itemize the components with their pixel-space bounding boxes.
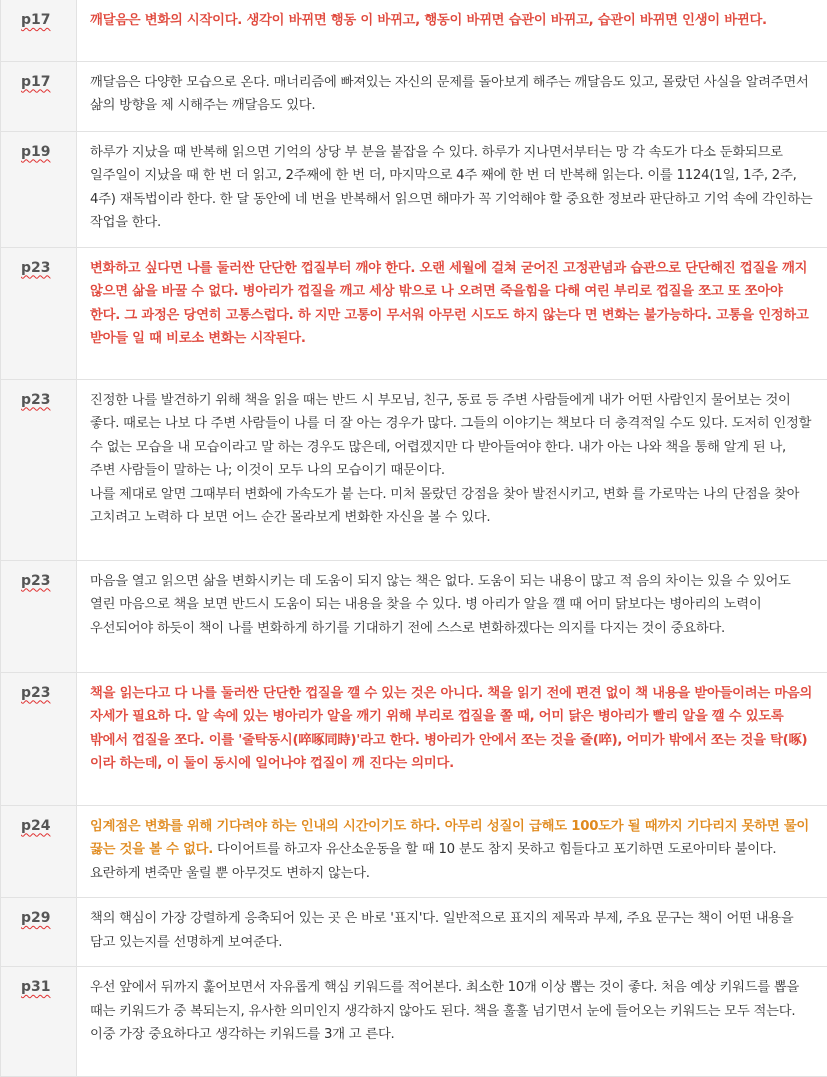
page-number: p23 (21, 573, 51, 589)
table-row (1, 967, 827, 1077)
note-paragraph: 하루가 지났을 때 반복해 읽으면 기억의 상당 부 분을 붙잡을 수 있다. 하루가 지나면서부터는 망 각 속도가 다소 둔화되므로 일주일이 지났을 때 한 번 더 읽고, 2주째에 한 번 더, 마지막으로 4주 째에 한 번 더 반복해 읽는다. 이를 1124(1일, 1주, 2주, 4주) 재독법이라 한다. 한 달 동안에 네 번을 반복해서 읽으면 해마가 꼭 기억해야 할 중요한 정보라 판단하고 기억 속에 각인하는 작업을 한다. (90, 141, 813, 235)
page-number-cell (1, 805, 77, 898)
page-number-cell (1, 967, 77, 1077)
note-paragraph-mixed (90, 815, 813, 886)
table-row (1, 898, 827, 967)
page-number-cell (1, 61, 77, 131)
note-paragraph: 변화하고 싶다면 나를 둘러싼 단단한 껍질부터 깨야 한다. 오랜 세월에 걸쳐 굳어진 고정관념과 습관으로 단단해진 껍질을 깨지 않으면 삶을 바꿀 수 없다. 병아리가 껍질을 깨고 세상 밖으로 나 오려면 죽을힘을 다해 여린 부리로 껍질을 쪼고 또 쪼아야 한다. 그 과정은 당연히 고통스럽다. 하 지만 고통이 무서워 아무런 시도도 하지 않는다 면 변화는 불가능하다. 고통을 인정하고 받아들 일 때 비로소 변화는 시작된다. (90, 257, 813, 351)
note-text-cell (77, 672, 827, 805)
note-paragraph: 깨달음은 변화의 시작이다. 생각이 바뀌면 행동 이 바뀌고, 행동이 바뀌면 습관이 바뀌고, 습관이 바뀌면 인생이 바뀐다. (90, 9, 813, 33)
note-text-cell (77, 61, 827, 131)
highlight-sentence: 임계점은 변화를 위해 기다려야 하는 인내의 시간이기도 하다. 아무리 성질이 급해도 100도가 될 때까지 기다리지 못하면 물이 끓는 것을 볼 수 없다. (90, 819, 809, 858)
page-number-cell (1, 672, 77, 805)
note-text-cell (77, 0, 827, 61)
note-paragraph: 깨달음은 다양한 모습으로 온다. 매너리즘에 빠져있는 자신의 문제를 돌아보게 해주는 깨달음도 있고, 몰랐던 사실을 알려주면서 삶의 방향을 제 시해주는 깨달음도 있다. (90, 71, 813, 118)
table-row (1, 805, 827, 898)
note-paragraph: 진정한 나를 발견하기 위해 책을 읽을 때는 반드 시 부모님, 친구, 동료 등 주변 사람들에게 내가 어떤 사람인지 물어보는 것이 좋다. 때로는 나보 다 주변 사람들이 나를 더 잘 아는 경우가 많다. 그들의 이야기는 책보다 더 충격적일 수도 있다. 도저히 인정할 수 없는 모습을 내 모습이라고 말 하는 경우도 많은데, 어렵겠지만 다 받아들여야 한다. 내가 아는 나와 책을 통해 알게 된 나, 주변 사람들이 말하는 나; 이것이 모두 나의 모습이기 때문이다. (90, 389, 813, 483)
page-number: p29 (21, 910, 51, 926)
note-text-cell (77, 560, 827, 672)
table-row (1, 379, 827, 560)
page-number: p19 (21, 144, 51, 160)
note-text-cell (77, 247, 827, 379)
note-paragraph: 책을 읽는다고 다 나를 둘러싼 단단한 껍질을 깰 수 있는 것은 아니다. 책을 읽기 전에 편견 없이 책 내용을 받아들이려는 마음의 자세가 필요하 다. 알 속에 있는 병아리가 알을 깨기 위해 부리로 껍질을 쫄 때, 어미 닭은 병아리가 빨리 알을 깰 수 있도록 밖에서 껍질을 쪼다. 이를 '줄탁동시(啐啄同時)'라고 한다. 병아리가 안에서 쪼는 것을 줄(啐), 어미가 밖에서 쪼는 것을 탁(啄)이라 하는데, 이 둘이 동시에 일어나야 껍질이 깨 진다는 의미다. (90, 682, 813, 776)
page-number-cell (1, 131, 77, 247)
note-paragraph: 마음을 열고 읽으면 삶을 변화시키는 데 도움이 되지 않는 책은 없다. 도움이 되는 내용이 많고 적 음의 차이는 있을 수 있어도 열린 마음으로 책을 보면 반드시 도움이 되는 내용을 찾을 수 있다. 병 아리가 알을 깰 때 어미 닭보다는 병아리의 노력이 우선되어야 하듯이 책이 나를 변화하게 하기를 기대하기 전에 스스로 변화하겠다는 의지를 다지는 것이 중요하다. (90, 570, 813, 641)
note-paragraph: 이중 가장 중요하다고 생각하는 키워드를 3개 고 른다. (90, 1023, 813, 1047)
note-text-cell (77, 379, 827, 560)
page-number: p17 (21, 12, 51, 28)
page-number: p23 (21, 685, 51, 701)
page-number-cell (1, 247, 77, 379)
page-number-cell (1, 0, 77, 61)
note-text-cell (77, 898, 827, 967)
page-number: p24 (21, 818, 51, 834)
page-number-cell (1, 560, 77, 672)
note-paragraph: 우선 앞에서 뒤까지 훑어보면서 자유롭게 핵심 키워드를 적어본다. 최소한 10개 이상 뽑는 것이 좋다. 처음 예상 키워드를 뽑을 때는 키워드가 중 복되는지, 유사한 의미인지 생각하지 않아도 된다. 책을 훌훌 넘기면서 눈에 들어오는 키워드는 모두 적는다. (90, 976, 813, 1023)
note-text-cell (77, 805, 827, 898)
page-number-cell (1, 379, 77, 560)
page-number-cell (1, 898, 77, 967)
note-paragraph: 나를 제대로 알면 그때부터 변화에 가속도가 붙 는다. 미처 몰랐던 강점을 찾아 발전시키고, 변화 를 가로막는 나의 단점을 찾아 고치려고 노력하 다 보면 어느 순간 몰라보게 변화한 자신을 볼 수 있다. (90, 483, 813, 530)
table-row (1, 672, 827, 805)
table-row (1, 0, 827, 61)
note-text-cell (77, 967, 827, 1077)
table-row (1, 247, 827, 379)
page-number: p31 (21, 979, 51, 995)
table-row (1, 560, 827, 672)
note-text-cell (77, 131, 827, 247)
page-number: p17 (21, 74, 51, 90)
note-paragraph: 책의 핵심이 가장 강렬하게 응축되어 있는 곳 은 바로 '표지'다. 일반적으로 표지의 제목과 부제, 주요 문구는 책이 어떤 내용을 담고 있는지를 선명하게 보여준다. (90, 907, 813, 954)
page-number: p23 (21, 260, 51, 276)
table-row (1, 61, 827, 131)
page-number: p23 (21, 392, 51, 408)
plain-sentence: 다이어트를 하고자 유산소운동을 할 때 10 분도 참지 못하고 힘들다고 포기하면 도로아미타 불이다. 요란하게 변죽만 울릴 뿐 아무것도 변하지 않는다. (90, 842, 776, 881)
table-row (1, 131, 827, 247)
